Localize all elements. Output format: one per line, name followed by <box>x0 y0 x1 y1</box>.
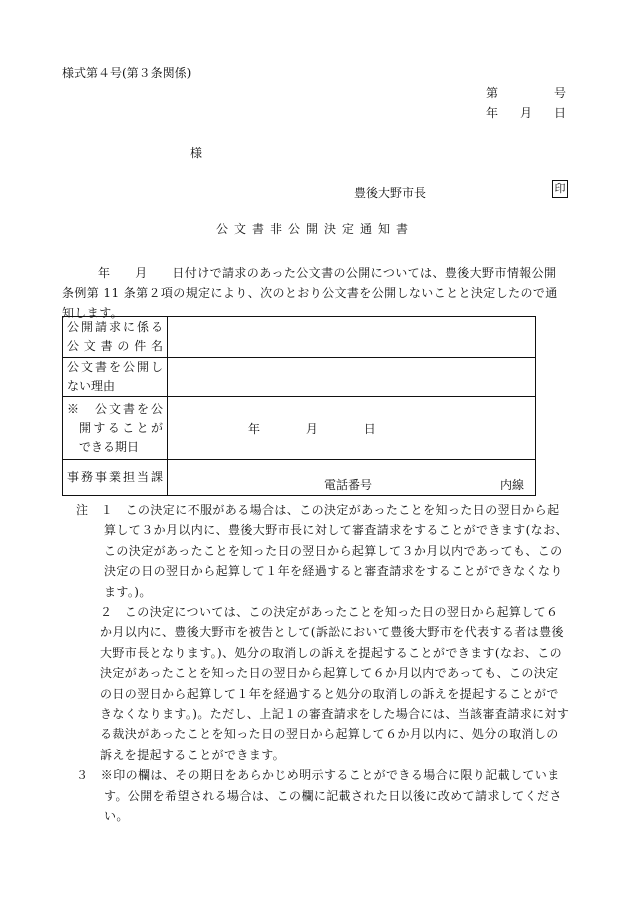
table-row <box>63 460 536 496</box>
disclosure-date-value: 年 月 日 <box>168 397 536 460</box>
reason-label: 公文書を公開し ない理由 <box>63 358 168 397</box>
reason-value <box>168 358 536 397</box>
number-suffix: 号 <box>553 86 566 100</box>
table-row <box>63 397 536 460</box>
addressee: 様 <box>190 146 203 160</box>
sender-name: 豊後大野市長 <box>354 186 427 200</box>
notes-section <box>76 500 570 827</box>
table-row <box>63 358 536 397</box>
issue-year: 年 <box>486 106 499 120</box>
document-number-line <box>486 84 566 101</box>
seal-mark: 印 <box>552 180 568 198</box>
table-row <box>63 317 536 358</box>
phone-label: 電話番号 <box>324 478 373 492</box>
department-value <box>168 460 536 496</box>
document-title: 公文書非公開決定通知書 <box>215 222 414 236</box>
issue-day: 日 <box>553 106 566 120</box>
department-label: 事務事業担当課 <box>63 460 168 496</box>
issue-date-line <box>486 104 566 121</box>
number-prefix: 第 <box>486 86 499 100</box>
issue-month: 月 <box>519 106 532 120</box>
note-2: ２ この決定については、この決定があったことを知った日の翌日から起算して６か月以内に、豊後大野市を被告として(訴訟において豊後大野市を代表する者は豊後大野市長となります。)、処分の取消しの訴えを提起することができます(なお、この決定があったことを知った日の翌日から起算して６か月以内であっても、この決定の日の翌日から起算して１年を経過すると処分の取消しの訴えを提起することができなくなります。)。ただし、上記１の審査請求をした場合には、当該審査請求に対する裁決があったことを知った日の翌日から起算して６か月以内に、処分の取消しの訴えを提起することができます。 <box>100 605 570 762</box>
note-1: 注 １ この決定に不服がある場合は、この決定があったことを知った日の翌日から起算して３か月以内に、豊後大野市長に対して審査請求をすることができます(なお、この決定があったことを知った日の翌日から起算して３か月以内であっても、この決定の日の翌日から起算して１年を経過すると審査請求をすることができなくなります。)。 <box>76 503 568 599</box>
subject-label: 公開請求に係る 公文書の件名 <box>63 317 168 358</box>
extension-label: 内線 <box>500 478 525 492</box>
subject-value <box>168 317 536 358</box>
intro-paragraph: 年 月 日付けで請求のあった公文書の公開については、豊後大野市情報公開条例第 11 条第２項の規定により、次のとおり公文書を公開しないことと決定したので通知します。 <box>62 266 558 320</box>
note-3: ３ ※印の欄は、その期日をあらかじめ明示することができる場合に限り記載しています。公開を希望される場合は、この欄に記載された日以後に改めて請求してください。 <box>76 768 562 824</box>
disclosure-date-label: ※ 公文書を公 開することが できる期日 <box>63 397 168 460</box>
form-number: 様式第４号(第３条関係) <box>62 66 192 80</box>
decision-table <box>62 316 536 496</box>
